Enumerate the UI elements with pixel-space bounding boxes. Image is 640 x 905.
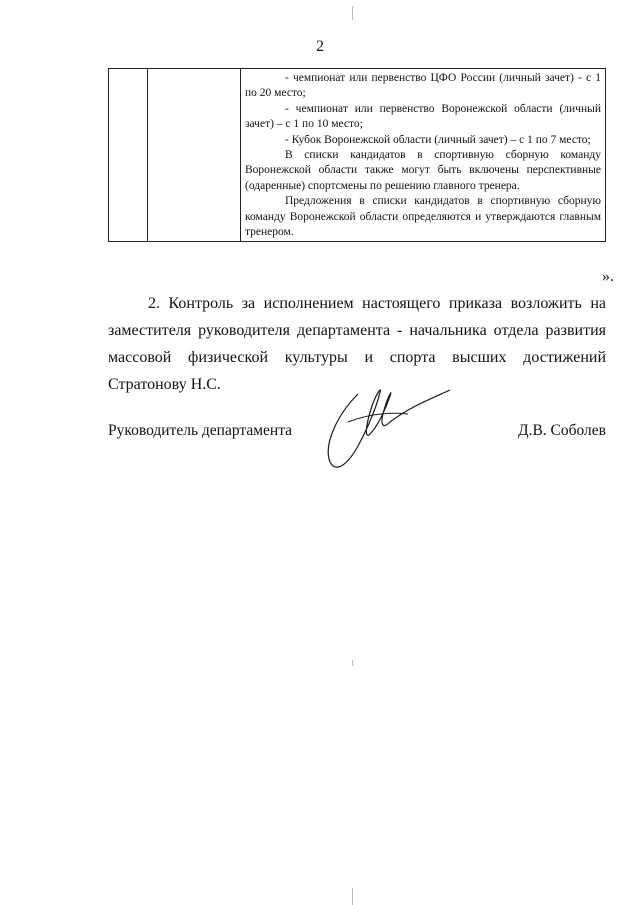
table-cell-criteria <box>241 69 606 242</box>
criteria-line: - чемпионат или первенство ЦФО России (личный зачет) - с 1 по 20 место; <box>245 72 601 100</box>
table-cell-number <box>109 69 148 242</box>
fold-mark <box>352 888 353 905</box>
criteria-line: - чемпионат или первенство Воронежской области (личный зачет) – с 1 по 10 место; <box>245 102 601 131</box>
criteria-line: - Кубок Воронежской области (личный зачет) – с 1 по 7 место; <box>285 133 591 146</box>
criteria-line: Предложения в списки кандидатов в спортивную сборную команду Воронежской области определяются и утверждаются главным тренером. <box>245 195 601 239</box>
table-cell-category <box>148 69 241 242</box>
page-number: 2 <box>316 38 324 55</box>
closing-quote: ». <box>602 268 614 285</box>
fold-mark <box>352 6 353 20</box>
handwritten-signature <box>318 384 458 474</box>
signer-title: Руководитель департамента <box>108 422 293 439</box>
signer-name: Д.В. Соболев <box>518 422 606 439</box>
criteria-line: В списки кандидатов в спортивную сборную команду Воронежской области также могут быть включены перспективные (одаренные) спортсмены по решению главного тренера. <box>245 149 601 192</box>
order-paragraph-2: 2. Контроль за исполнением настоящего приказа возложить на заместителя руководителя департамента - начальника отдела развития массовой физической культуры и спорта высших достижений Стратонову Н.С. <box>108 295 606 393</box>
table-row <box>109 69 606 242</box>
continuation-table <box>108 68 606 242</box>
fold-mark <box>352 660 353 666</box>
